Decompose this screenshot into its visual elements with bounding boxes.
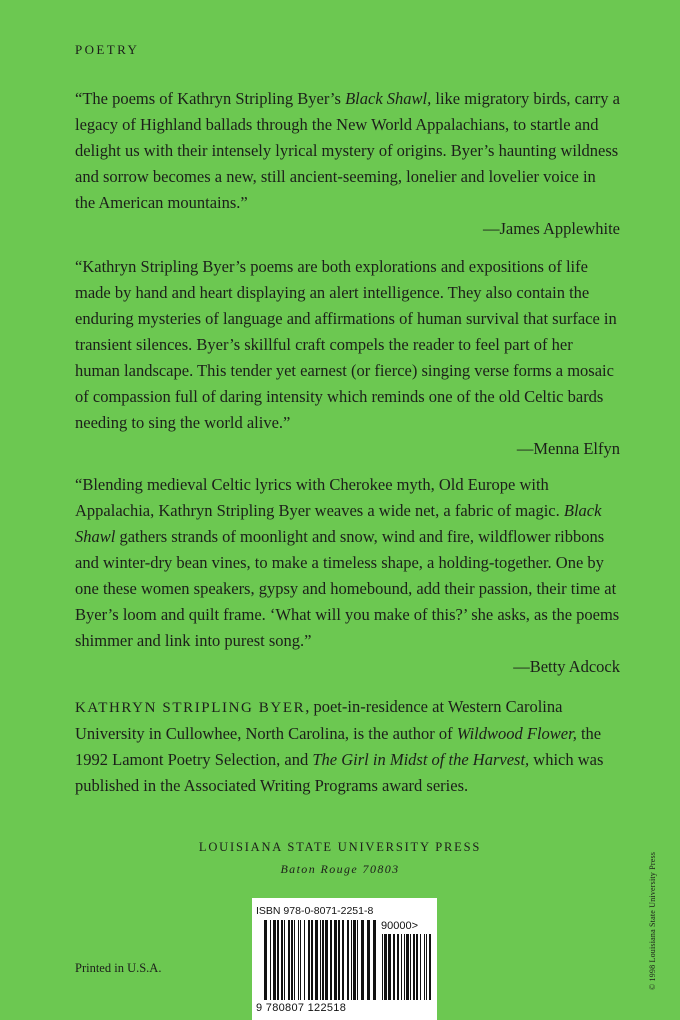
barcode-bar xyxy=(330,920,332,1000)
barcode-bar xyxy=(315,920,318,1000)
barcode-bar xyxy=(298,920,299,1000)
barcode-bar xyxy=(373,920,376,1000)
barcode-bar xyxy=(382,934,383,1000)
text-run: “Kathryn Stripling Byer’s poems are both explorations and expositions of life made by hand and heart displaying an alert intelligence. They also contain the enduring mysteries of language and affirmations of human survival that surface in transient silences. Byer’s skillful craft compels the reader to feel part of her human landscape. This tender yet earnest (or fierce) singing verse forms a mosaic of compassion full of daring intensity which reminds one of the old Celtic bards needing to sing the world alive.” xyxy=(75,257,617,432)
italic-title: Black Shawl xyxy=(75,501,602,546)
author-bio-text xyxy=(75,694,620,799)
barcode-bar xyxy=(308,920,310,1000)
text-run: “Blending medieval Celtic lyrics with Cherokee myth, Old Europe with Appalachia, Kathryn Stripling Byer weaves a wide net, a fabric of magic. xyxy=(75,475,564,520)
barcode-bar xyxy=(367,920,370,1000)
barcode-bar xyxy=(294,920,295,1000)
barcode-bar xyxy=(334,920,337,1000)
text-run: like migratory birds, carry a legacy of Highland ballads through the New World Appalachians, to startle and delight us with their intensely lyrical mystery of origins. Byer’s haunting wildness and sorrow becomes a new, still ancient-seeming, lonelier and lovelier voice in the American mountains.” xyxy=(75,89,621,212)
blurb-text xyxy=(75,86,620,216)
barcode-bar xyxy=(342,920,344,1000)
barcode-bar xyxy=(311,920,313,1000)
blurb-elfyn xyxy=(75,254,620,460)
italic-title: The Girl in Midst of the Harvest, xyxy=(312,750,530,769)
barcode-bar xyxy=(325,920,328,1000)
text-run: , poet-in-residence at Western Carolina University in Cullowhee, North Carolina, is the author of xyxy=(75,697,563,743)
barcode-bar xyxy=(347,920,349,1000)
italic-title: Wildwood Flower, xyxy=(456,724,577,743)
barcode-bar xyxy=(338,920,340,1000)
text-run: “The poems of Kathryn Stripling Byer’s xyxy=(75,89,346,108)
barcode-bar xyxy=(273,920,276,1000)
barcode-bar xyxy=(300,920,301,1000)
blurb-text xyxy=(75,472,620,654)
barcode-bar xyxy=(397,934,399,1000)
barcode-bar xyxy=(351,920,352,1000)
publisher-city: Baton Rouge 70803 xyxy=(280,862,400,876)
blurb-attribution: —Menna Elfyn xyxy=(516,439,620,458)
barcode-bar xyxy=(353,920,356,1000)
blurb-attribution: —James Applewhite xyxy=(482,219,620,238)
blurb-attribution: —Betty Adcock xyxy=(513,657,620,676)
barcode-bar xyxy=(357,920,358,1000)
barcode-bar xyxy=(413,934,415,1000)
barcode-bar xyxy=(426,934,427,1000)
barcode-bar xyxy=(406,934,409,1000)
text-run: which was published in the Associated Writing Programs award series. xyxy=(75,750,604,795)
barcode-bar xyxy=(291,920,293,1000)
italic-title: Black Shawl, xyxy=(345,89,432,108)
isbn-label: ISBN 978-0-8071-2251-8 xyxy=(256,905,374,917)
barcode-bar xyxy=(270,920,271,1000)
barcode-bar xyxy=(410,934,411,1000)
barcode-bar xyxy=(429,934,431,1000)
printed-in-label: Printed in U.S.A. xyxy=(75,961,162,975)
barcode-bar xyxy=(361,920,364,1000)
barcode-bar xyxy=(384,934,387,1000)
text-run: gathers strands of moonlight and snow, wind and fire, wildflower ribbons and winter-dry bean vines, to make a timeless shape, a holding-together. One by one these women speakers, gypsy and homebound, add their passion, their time at Byer’s loom and quilt frame. ‘What will you make of this?’ she asks, as the poems shimmer and link into purest song.” xyxy=(75,527,620,650)
barcode-bar xyxy=(277,920,279,1000)
barcode-bar xyxy=(393,934,395,1000)
barcode-bar xyxy=(284,920,285,1000)
barcode-bar xyxy=(388,934,391,1000)
price-code: 90000> xyxy=(381,920,419,932)
blurb-text xyxy=(75,254,620,436)
barcode-bar xyxy=(404,934,405,1000)
barcode-bar xyxy=(322,920,324,1000)
barcode-bar xyxy=(281,920,283,1000)
barcode-bar xyxy=(264,920,267,1000)
barcode-bar xyxy=(320,920,321,1000)
barcode-bar xyxy=(424,934,425,1000)
copyright-notice: © 1998 Louisiana State University Press xyxy=(648,851,657,990)
barcode-bar xyxy=(420,934,421,1000)
text-run: the 1992 Lamont Poetry Selection, and xyxy=(75,724,602,769)
barcode-bar xyxy=(304,920,305,1000)
category-label: POETRY xyxy=(75,42,140,57)
publisher-name: LOUISIANA STATE UNIVERSITY PRESS xyxy=(198,840,482,854)
barcode-bar xyxy=(416,934,418,1000)
barcode-bar xyxy=(288,920,290,1000)
blurb-applewhite xyxy=(75,86,620,240)
author-name: KATHRYN STRIPLING BYER xyxy=(75,700,306,716)
barcode-digits: 9 780807 122518 xyxy=(256,1002,347,1014)
barcode-bar xyxy=(401,934,402,1000)
author-bio xyxy=(75,694,620,799)
barcode-panel xyxy=(252,898,437,1020)
blurb-adcock xyxy=(75,472,620,678)
